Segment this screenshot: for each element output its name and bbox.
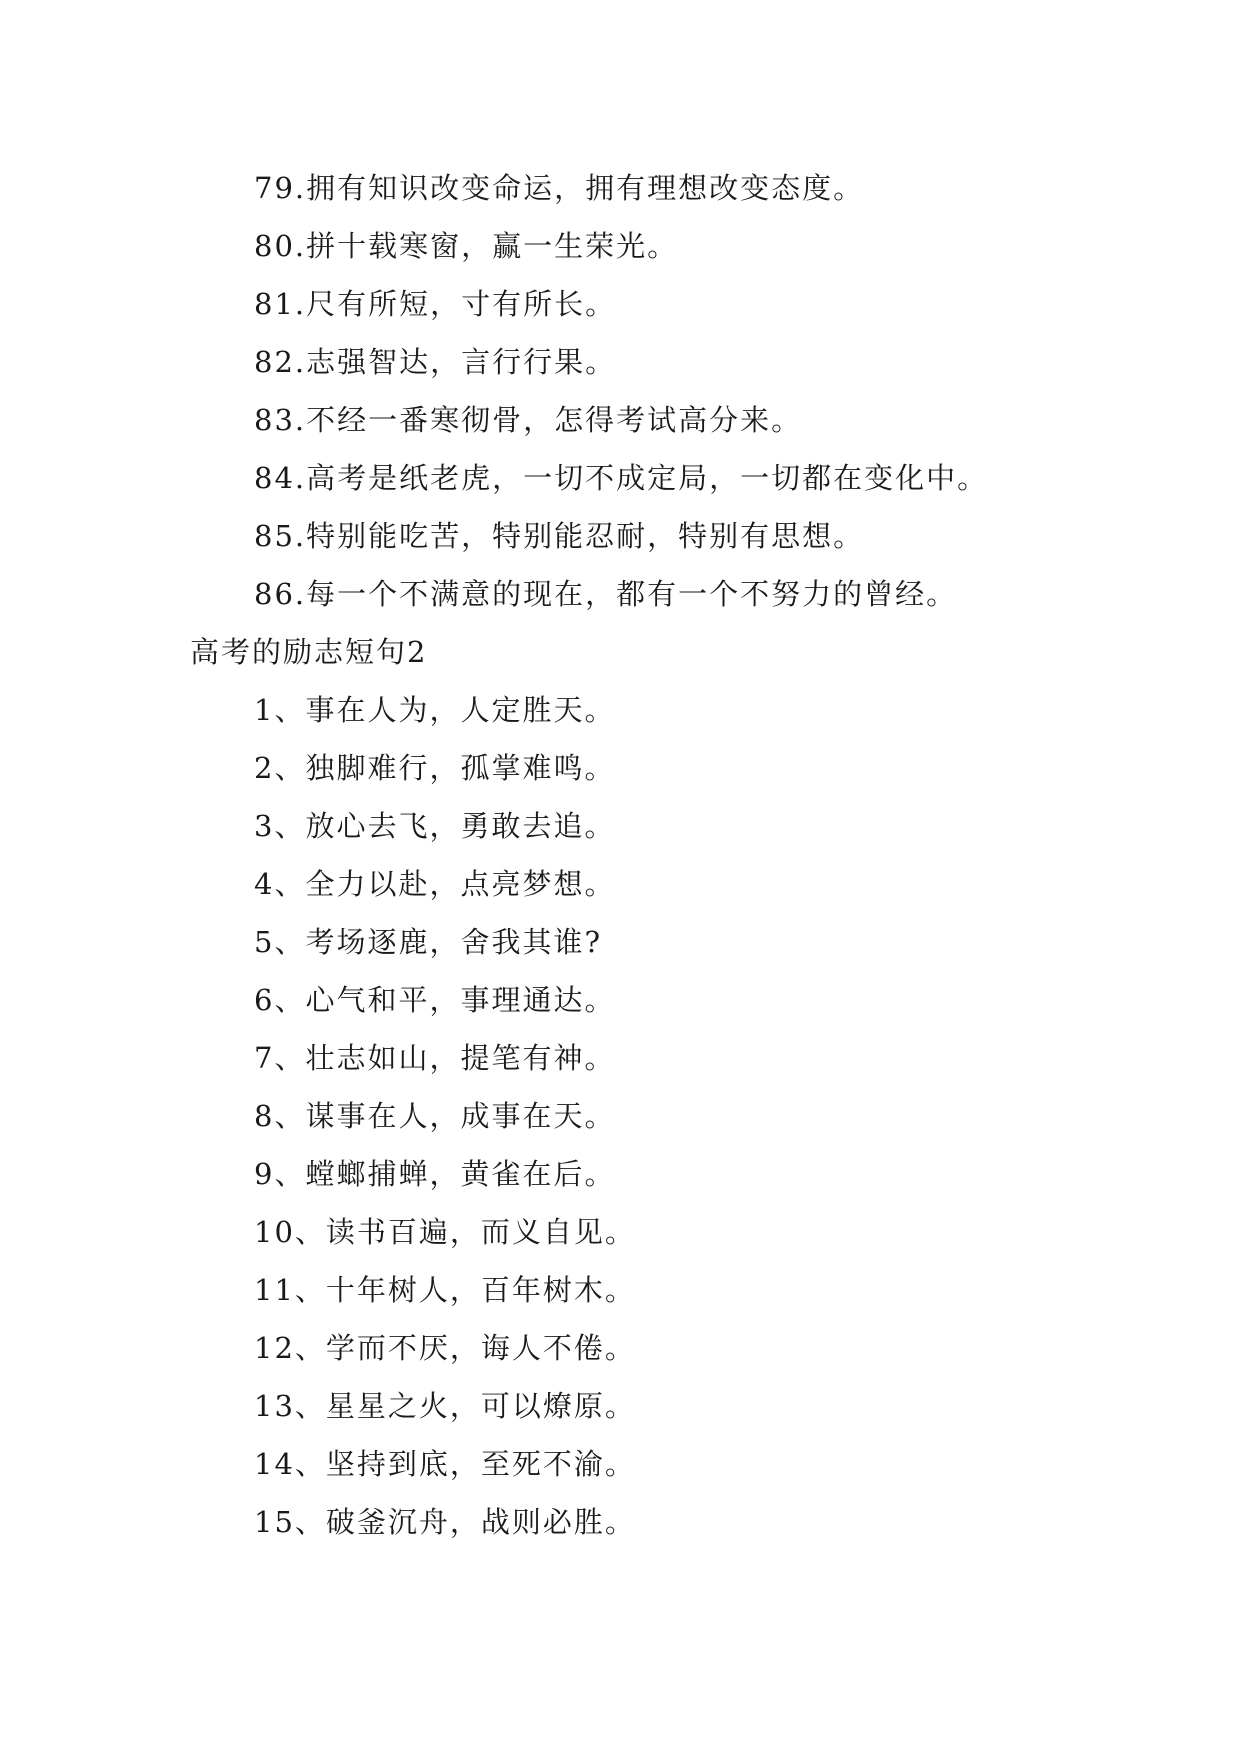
section-heading: 高考的励志短句2 — [190, 635, 428, 669]
list-item: 12、学而不厌，诲人不倦。 — [254, 1331, 636, 1365]
list-item: 2、独脚难行，孤掌难鸣。 — [254, 751, 616, 785]
list-item: 1、事在人为，人定胜天。 — [254, 693, 616, 727]
list-item: 3、放心去飞，勇敢去追。 — [254, 809, 616, 843]
list-item: 79.拥有知识改变命运，拥有理想改变态度。 — [254, 171, 865, 205]
list-item: 9、螳螂捕蝉，黄雀在后。 — [254, 1157, 616, 1191]
list-item: 14、坚持到底，至死不渝。 — [254, 1447, 636, 1481]
list-item: 86.每一个不满意的现在，都有一个不努力的曾经。 — [254, 577, 958, 611]
list-item: 82.志强智达，言行行果。 — [254, 345, 617, 379]
list-item: 80.拼十载寒窗，赢一生荣光。 — [254, 229, 679, 263]
list-item: 15、破釜沉舟，战则必胜。 — [254, 1505, 636, 1539]
list-item: 5、考场逐鹿，舍我其谁? — [254, 925, 602, 959]
list-item: 7、壮志如山，提笔有神。 — [254, 1041, 616, 1075]
list-item: 81.尺有所短，寸有所长。 — [254, 287, 617, 321]
list-item: 6、心气和平，事理通达。 — [254, 983, 616, 1017]
list-item: 8、谋事在人，成事在天。 — [254, 1099, 616, 1133]
document-body — [0, 159, 1241, 1551]
list-item: 84.高考是纸老虎，一切不成定局，一切都在变化中。 — [254, 461, 989, 495]
list-item: 10、读书百遍，而义自见。 — [254, 1215, 636, 1249]
list-item: 11、十年树人，百年树木。 — [254, 1273, 636, 1307]
list-item: 4、全力以赴，点亮梦想。 — [254, 867, 616, 901]
list-item: 85.特别能吃苦，特别能忍耐，特别有思想。 — [254, 519, 865, 553]
list-item: 13、星星之火，可以燎原。 — [254, 1389, 636, 1423]
list-item: 83.不经一番寒彻骨，怎得考试高分来。 — [254, 403, 803, 437]
